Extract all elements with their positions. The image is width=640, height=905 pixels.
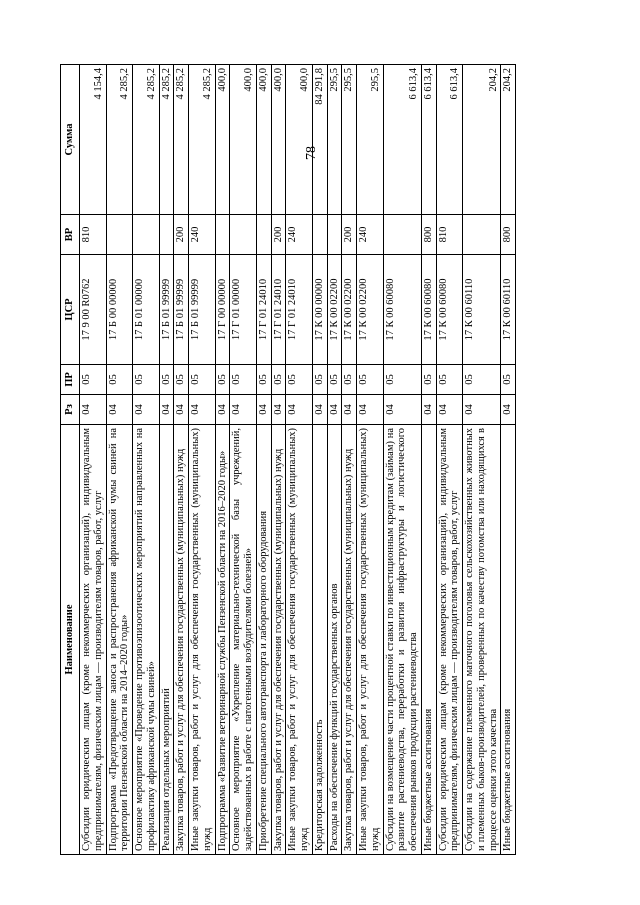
- cell-csr: 17 Б 01 99999: [189, 255, 216, 365]
- cell-csr: 17 Б 01 99999: [159, 255, 174, 365]
- cell-vr: 800: [421, 215, 436, 255]
- cell-name: Субсидии на возмещение части процентной ставки по инвестиционным кредитам (займам) на развитие растениеводства, переработки и развития инфраструктуры и логистического обеспечения рынков продукции растениеводства: [383, 425, 421, 855]
- cell-vr: 800: [501, 215, 516, 255]
- table-row: [286, 65, 313, 855]
- cell-vr: 810: [436, 215, 463, 255]
- cell-rz: 04: [133, 395, 160, 425]
- table-row: [106, 65, 133, 855]
- cell-name: Иные бюджетные ассигнования: [501, 425, 516, 855]
- table-row: [357, 65, 384, 855]
- cell-rz: 04: [215, 395, 230, 425]
- cell-csr: 17 К 00 60080: [421, 255, 436, 365]
- cell-csr: 17 К 00 02200: [327, 255, 342, 365]
- cell-rz: 04: [230, 395, 257, 425]
- table-row: [159, 65, 174, 855]
- cell-pr: 05: [80, 365, 107, 395]
- cell-vr: 240: [357, 215, 384, 255]
- cell-csr: 17 Г 01 24010: [271, 255, 286, 365]
- cell-rz: 04: [271, 395, 286, 425]
- cell-pr: 05: [286, 365, 313, 395]
- cell-csr: 17 Г 00 00000: [215, 255, 230, 365]
- cell-rz: 04: [159, 395, 174, 425]
- cell-sum: 4 154,4: [80, 65, 107, 215]
- cell-sum: 4 285,2: [189, 65, 216, 215]
- cell-pr: 05: [421, 365, 436, 395]
- cell-pr: 05: [327, 365, 342, 395]
- cell-pr: 05: [383, 365, 421, 395]
- cell-csr: 17 К 00 02200: [357, 255, 384, 365]
- table-body: [80, 65, 516, 855]
- table-row: [436, 65, 463, 855]
- cell-pr: 05: [357, 365, 384, 395]
- cell-name: Основное мероприятие «Проведение противоэпизоотических мероприятий направленных на профилактику африканской чумы свиней»: [133, 425, 160, 855]
- cell-vr: 810: [80, 215, 107, 255]
- cell-rz: 04: [383, 395, 421, 425]
- cell-name: Закупка товаров, работ и услуг для обеспечения государственных (муниципальных) нужд: [174, 425, 189, 855]
- header-vr: ВР: [61, 215, 80, 255]
- cell-sum: 400,0: [271, 65, 286, 215]
- cell-rz: 04: [312, 395, 327, 425]
- table-row: [189, 65, 216, 855]
- cell-rz: 04: [342, 395, 357, 425]
- cell-pr: 05: [174, 365, 189, 395]
- cell-vr: [159, 215, 174, 255]
- budget-table: [60, 64, 516, 855]
- cell-name: Расходы на обеспечение функций государственных органов: [327, 425, 342, 855]
- cell-vr: [133, 215, 160, 255]
- cell-csr: 17 К 00 60110: [501, 255, 516, 365]
- cell-name: Субсидии на содержание племенного маточного поголовья сельскохозяйственных животных и племенных быков-производителей, проверенных по качеству потомства или находящихся в процессе оценки этого качества: [463, 425, 501, 855]
- table-row: [215, 65, 230, 855]
- cell-pr: 05: [159, 365, 174, 395]
- header-sum: Сумма: [61, 65, 80, 215]
- cell-sum: 4 285,2: [106, 65, 133, 215]
- cell-vr: [327, 215, 342, 255]
- table-row: [327, 65, 342, 855]
- cell-sum: 4 285,2: [159, 65, 174, 215]
- cell-pr: 05: [189, 365, 216, 395]
- cell-rz: 04: [80, 395, 107, 425]
- cell-sum: 6 613,4: [421, 65, 436, 215]
- cell-rz: 04: [106, 395, 133, 425]
- table-row: [271, 65, 286, 855]
- rotated-table-container: [60, 65, 580, 855]
- cell-name: Субсидии юридическим лицам (кроме некоммерческих организаций), индивидуальным предпринимателям, физическим лицам — производителям товаров, работ, услуг: [436, 425, 463, 855]
- table-row: [230, 65, 257, 855]
- header-name: Наименование: [61, 425, 80, 855]
- cell-name: Кредиторская задолженность: [312, 425, 327, 855]
- table-row: [463, 65, 501, 855]
- cell-sum: 204,2: [501, 65, 516, 215]
- cell-csr: 17 Б 00 00000: [106, 255, 133, 365]
- cell-rz: 04: [256, 395, 271, 425]
- header-csr: ЦСР: [61, 255, 80, 365]
- cell-pr: 05: [463, 365, 501, 395]
- cell-sum: 204,2: [463, 65, 501, 215]
- cell-rz: 04: [286, 395, 313, 425]
- cell-name: Закупка товаров, работ и услуг для обеспечения государственных (муниципальных) нужд: [342, 425, 357, 855]
- cell-name: Иные закупки товаров, работ и услуг для обеспечения государственных (муниципальных) нужд: [286, 425, 313, 855]
- cell-sum: 400,0: [230, 65, 257, 215]
- cell-pr: 05: [215, 365, 230, 395]
- cell-csr: 17 9 00 R0762: [80, 255, 107, 365]
- cell-name: Реализация отдельных мероприятий: [159, 425, 174, 855]
- cell-rz: 04: [189, 395, 216, 425]
- cell-sum: 295,5: [342, 65, 357, 215]
- cell-name: Закупка товаров, работ и услуг для обеспечения государственных (муниципальных) нужд: [271, 425, 286, 855]
- table-row: [312, 65, 327, 855]
- cell-pr: 05: [501, 365, 516, 395]
- cell-sum: 84 291,8: [312, 65, 327, 215]
- cell-rz: 04: [357, 395, 384, 425]
- table-row: [342, 65, 357, 855]
- table-row: [80, 65, 107, 855]
- cell-name: Субсидии юридическим лицам (кроме некоммерческих организаций), индивидуальным предпринимателям, физическим лицам — производителям товаров, работ, услуг: [80, 425, 107, 855]
- cell-name: Основное мероприятие «Укрепление материально-технической базы учреждений, задействованных в работе с патогенными возбудителями болезней»: [230, 425, 257, 855]
- cell-vr: 240: [189, 215, 216, 255]
- header-pr: ПР: [61, 365, 80, 395]
- cell-name: Иные закупки товаров, работ и услуг для обеспечения государственных (муниципальных) нужд: [189, 425, 216, 855]
- cell-pr: 05: [271, 365, 286, 395]
- cell-csr: 17 К 00 00000: [312, 255, 327, 365]
- cell-rz: 04: [174, 395, 189, 425]
- cell-sum: 295,5: [327, 65, 342, 215]
- cell-vr: [215, 215, 230, 255]
- cell-csr: 17 К 00 60110: [463, 255, 501, 365]
- page-number: 78: [304, 146, 319, 160]
- cell-sum: 400,0: [286, 65, 313, 215]
- cell-csr: 17 Г 01 24010: [256, 255, 271, 365]
- table-row: [383, 65, 421, 855]
- cell-name: Подпрограмма «Предотвращение заноса и распространения африканской чумы свиней на территории Пензенской области на 2014–2020 годы»: [106, 425, 133, 855]
- cell-vr: [230, 215, 257, 255]
- cell-csr: 17 К 00 60080: [436, 255, 463, 365]
- table-row: [256, 65, 271, 855]
- cell-sum: 400,0: [256, 65, 271, 215]
- cell-rz: 04: [421, 395, 436, 425]
- cell-rz: 04: [436, 395, 463, 425]
- cell-vr: 200: [271, 215, 286, 255]
- cell-sum: 6 613,4: [383, 65, 421, 215]
- rotated-page-frame: [60, 65, 580, 855]
- cell-vr: [383, 215, 421, 255]
- cell-pr: 05: [230, 365, 257, 395]
- cell-csr: 17 Г 01 24010: [286, 255, 313, 365]
- cell-name: Иные бюджетные ассигнования: [421, 425, 436, 855]
- cell-vr: [106, 215, 133, 255]
- cell-pr: 05: [312, 365, 327, 395]
- cell-vr: 200: [342, 215, 357, 255]
- cell-pr: 05: [436, 365, 463, 395]
- cell-sum: 295,5: [357, 65, 384, 215]
- cell-csr: 17 К 00 60080: [383, 255, 421, 365]
- cell-rz: 04: [463, 395, 501, 425]
- cell-sum: 400,0: [215, 65, 230, 215]
- cell-sum: 4 285,2: [174, 65, 189, 215]
- cell-vr: [256, 215, 271, 255]
- cell-csr: 17 Г 01 00000: [230, 255, 257, 365]
- cell-vr: [312, 215, 327, 255]
- cell-sum: 4 285,2: [133, 65, 160, 215]
- cell-name: Иные закупки товаров, работ и услуг для обеспечения государственных (муниципальных) нужд: [357, 425, 384, 855]
- cell-pr: 05: [133, 365, 160, 395]
- cell-vr: [463, 215, 501, 255]
- table-row: [421, 65, 436, 855]
- cell-pr: 05: [342, 365, 357, 395]
- table-row: [133, 65, 160, 855]
- cell-pr: 05: [106, 365, 133, 395]
- header-rz: Рз: [61, 395, 80, 425]
- cell-pr: 05: [256, 365, 271, 395]
- cell-name: Подпрограмма «Развитие ветеринарной службы Пензенской области на 2016–2020 годы»: [215, 425, 230, 855]
- cell-csr: 17 Б 01 99999: [174, 255, 189, 365]
- table-row: [174, 65, 189, 855]
- table-row: [501, 65, 516, 855]
- cell-rz: 04: [501, 395, 516, 425]
- cell-csr: 17 К 00 02200: [342, 255, 357, 365]
- cell-vr: 240: [286, 215, 313, 255]
- cell-csr: 17 Б 01 00000: [133, 255, 160, 365]
- cell-name: Приобретение специального автотранспорта и лабораторного оборудования: [256, 425, 271, 855]
- cell-sum: 6 613,4: [436, 65, 463, 215]
- cell-vr: 200: [174, 215, 189, 255]
- table-header-row: [61, 65, 80, 855]
- cell-rz: 04: [327, 395, 342, 425]
